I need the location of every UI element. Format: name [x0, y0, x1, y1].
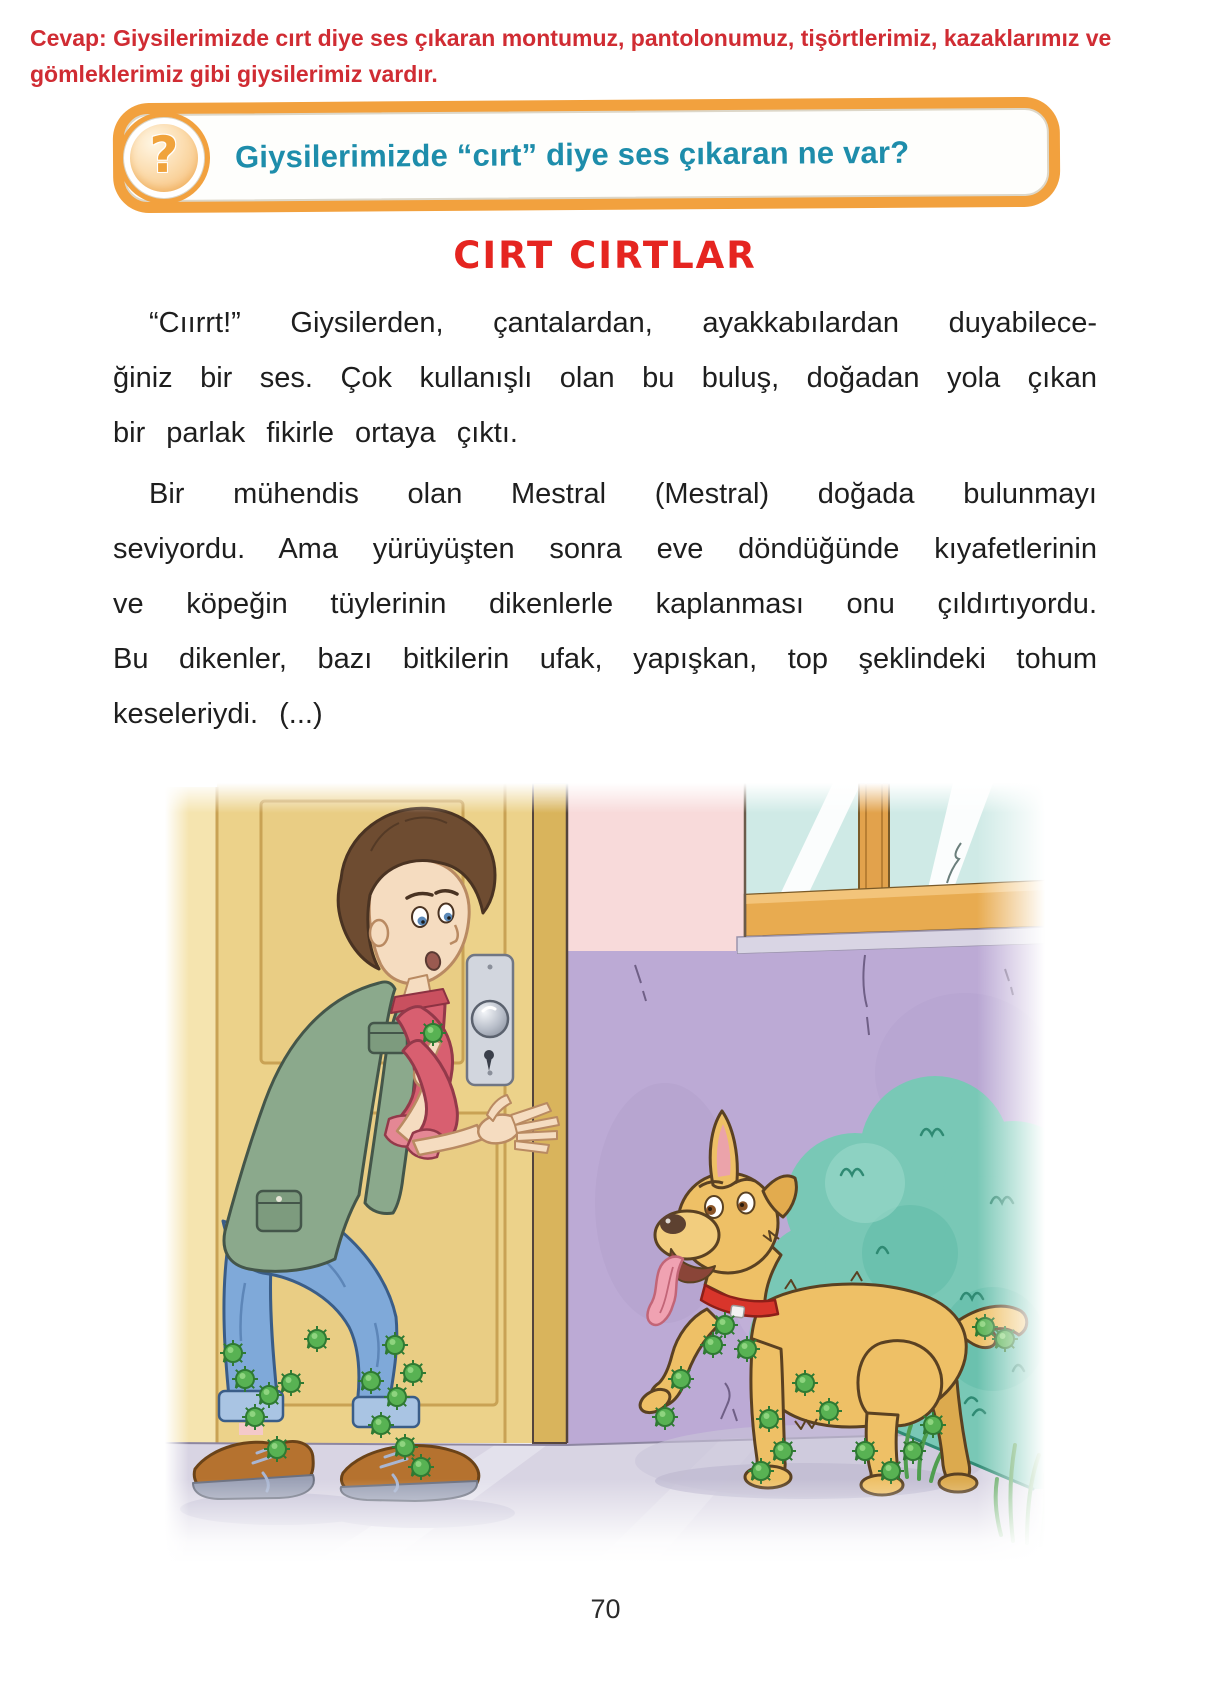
- story-line: ğiniz bir ses. Çok kullanışlı olan bu buluş, doğadan yola çıkan: [113, 362, 1097, 394]
- story-line: bir parlak fikirle ortaya çıktı.: [113, 417, 518, 449]
- story-line: Bu dikenler, bazı bitkilerin ufak, yapışkan, top şeklindeki tohum: [113, 643, 1097, 675]
- story-line: seviyordu. Ama yürüyüşten sonra eve döndüğünde kıyafetlerinin: [113, 533, 1097, 565]
- story-illustration: [165, 783, 1045, 1563]
- illustration-svg: [165, 783, 1045, 1563]
- story-line: “Cıırrt!” Giysilerden, çantalardan, ayakkabılardan duyabilece-: [149, 307, 1097, 339]
- man-ear: [370, 920, 388, 946]
- story-title: CIRT CIRTLAR: [453, 234, 757, 277]
- question-box: [113, 97, 1061, 214]
- answer-line-2: gömleklerimiz gibi giysilerimiz vardır.: [30, 61, 438, 87]
- story-line: Bir mühendis olan Mestral (Mestral) doğada bulunmayı: [149, 478, 1097, 510]
- answer-line-1: Cevap: Giysilerimizde cırt diye ses çıkaran montumuz, pantolonumuz, tişörtlerimiz, kazaklarımız ve: [30, 25, 1112, 51]
- dog-nose: [660, 1214, 686, 1234]
- question-mark-icon: [118, 112, 211, 205]
- question-text: Giysilerimizde “cırt” diye ses çıkaran ne var?: [234, 134, 910, 175]
- question-mark-glyph: ?: [130, 124, 198, 192]
- fade-top: [165, 783, 1045, 813]
- fade-bottom: [165, 1479, 1045, 1563]
- fade-right: [977, 783, 1045, 1563]
- story-paragraph: [113, 467, 1097, 742]
- door-knob: [467, 955, 513, 1085]
- story-body: [113, 296, 1097, 748]
- fade-left: [165, 783, 189, 1563]
- story-line: keseleriydi. (...): [113, 698, 323, 730]
- answer-text: [30, 20, 1195, 92]
- page-number: 70: [590, 1594, 621, 1624]
- story-line: ve köpeğin tüylerinin dikenlerle kaplanması onu çıldırtıyordu.: [113, 588, 1097, 620]
- story-paragraph: [113, 296, 1097, 461]
